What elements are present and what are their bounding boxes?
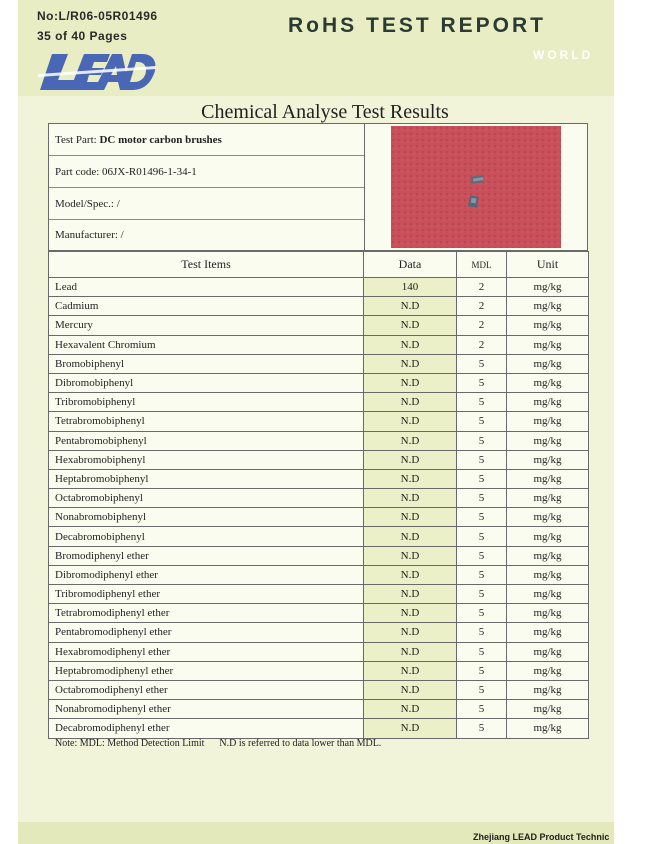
table-row [49,393,589,412]
table-row [49,546,589,565]
mdl-cell: 2 [457,335,507,354]
data-cell: 140 [364,278,457,297]
data-cell: N.D [364,700,457,719]
unit-cell: mg/kg [507,412,589,431]
unit-cell: mg/kg [507,489,589,508]
test-item-cell: Dibromodiphenyl ether [49,565,364,584]
mdl-cell: 5 [457,469,507,488]
sample-photo [391,126,561,248]
unit-cell: mg/kg [507,546,589,565]
unit-cell: mg/kg [507,278,589,297]
data-cell: N.D [364,604,457,623]
data-cell: N.D [364,719,457,738]
test-item-cell: Octabromodiphenyl ether [49,680,364,699]
company-name: Zhejiang LEAD Product Technic [473,832,610,842]
data-cell: N.D [364,412,457,431]
unit-cell: mg/kg [507,719,589,738]
lead-logo [38,52,156,92]
mdl-cell: 5 [457,585,507,604]
section-title: Chemical Analyse Test Results [201,101,449,123]
mdl-cell: 5 [457,373,507,392]
data-cell: N.D [364,585,457,604]
test-item-cell: Bromobiphenyl [49,354,364,373]
mdl-cell: 5 [457,450,507,469]
table-row [49,469,589,488]
unit-cell: mg/kg [507,316,589,335]
test-item-cell: Tribromobiphenyl [49,393,364,412]
mdl-cell: 5 [457,393,507,412]
data-cell: N.D [364,623,457,642]
page-count: 35 of 40 Pages [37,29,128,43]
table-row [49,565,589,584]
unit-cell: mg/kg [507,393,589,412]
unit-cell: mg/kg [507,431,589,450]
sample-info-box [48,123,588,251]
unit-cell: mg/kg [507,565,589,584]
test-item-cell: Nonabromobiphenyl [49,508,364,527]
data-cell: N.D [364,680,457,699]
unit-cell: mg/kg [507,604,589,623]
header-data: Data [364,252,457,278]
test-item-cell: Tetrabromobiphenyl [49,412,364,431]
test-item-cell: Hexabromobiphenyl [49,450,364,469]
test-item-cell: Cadmium [49,297,364,316]
test-item-cell: Heptabromobiphenyl [49,469,364,488]
mdl-cell: 5 [457,508,507,527]
test-part-row [49,124,364,156]
table-row [49,354,589,373]
unit-cell: mg/kg [507,642,589,661]
document-number: No:L/R06-05R01496 [37,9,158,23]
report-subtitle: WORLD [533,48,594,62]
mdl-cell: 5 [457,680,507,699]
data-cell: N.D [364,489,457,508]
data-cell: N.D [364,431,457,450]
test-item-cell: Tribromodiphenyl ether [49,585,364,604]
data-cell: N.D [364,450,457,469]
unit-cell: mg/kg [507,585,589,604]
table-row [49,431,589,450]
table-row [49,335,589,354]
mdl-cell: 5 [457,642,507,661]
test-item-cell: Heptabromodiphenyl ether [49,661,364,680]
table-row [49,373,589,392]
header-unit: Unit [507,252,589,278]
results-table [48,251,589,739]
unit-cell: mg/kg [507,700,589,719]
data-cell: N.D [364,508,457,527]
data-cell: N.D [364,373,457,392]
test-item-cell: Pentabromobiphenyl [49,431,364,450]
table-row [49,508,589,527]
unit-cell: mg/kg [507,527,589,546]
mdl-cell: 5 [457,700,507,719]
header-test-items: Test Items [49,252,364,278]
table-row [49,297,589,316]
unit-cell: mg/kg [507,469,589,488]
table-row [49,661,589,680]
part-code-row: Part code: 06JX-R01496-1-34-1 [49,156,364,188]
unit-cell: mg/kg [507,508,589,527]
unit-cell: mg/kg [507,661,589,680]
data-cell: N.D [364,354,457,373]
table-row [49,700,589,719]
mdl-cell: 5 [457,546,507,565]
unit-cell: mg/kg [507,335,589,354]
data-cell: N.D [364,335,457,354]
test-item-cell: Nonabromodiphenyl ether [49,700,364,719]
table-row [49,527,589,546]
test-item-cell: Decabromodiphenyl ether [49,719,364,738]
test-part-value: DC motor carbon brushes [99,133,222,146]
table-row [49,623,589,642]
mdl-cell: 5 [457,354,507,373]
data-cell: N.D [364,393,457,412]
report-title: RoHS TEST REPORT [288,14,547,37]
mdl-cell: 5 [457,489,507,508]
mdl-cell: 5 [457,719,507,738]
table-note: Note: MDL: Method Detection Limit N.D is referred to data lower than MDL. [55,738,382,749]
data-cell: N.D [364,527,457,546]
unit-cell: mg/kg [507,373,589,392]
table-row [49,585,589,604]
mdl-cell: 2 [457,316,507,335]
table-row [49,450,589,469]
table-row [49,719,589,738]
header-mdl: MDL [457,252,507,278]
mdl-cell: 5 [457,565,507,584]
unit-cell: mg/kg [507,297,589,316]
unit-cell: mg/kg [507,354,589,373]
test-item-cell: Tetrabromodiphenyl ether [49,604,364,623]
data-cell: N.D [364,316,457,335]
table-header-row [49,252,589,278]
table-row [49,680,589,699]
test-item-cell: Bromodiphenyl ether [49,546,364,565]
unit-cell: mg/kg [507,680,589,699]
data-cell: N.D [364,565,457,584]
test-item-cell: Hexavalent Chromium [49,335,364,354]
test-item-cell: Hexabromodiphenyl ether [49,642,364,661]
unit-cell: mg/kg [507,623,589,642]
mdl-cell: 2 [457,278,507,297]
data-cell: N.D [364,661,457,680]
mdl-cell: 5 [457,412,507,431]
mdl-cell: 5 [457,527,507,546]
table-row [49,278,589,297]
data-cell: N.D [364,642,457,661]
table-row [49,412,589,431]
table-row [49,489,589,508]
unit-cell: mg/kg [507,450,589,469]
data-cell: N.D [364,297,457,316]
table-row [49,642,589,661]
test-item-cell: Dibromobiphenyl [49,373,364,392]
mdl-cell: 5 [457,623,507,642]
test-item-cell: Lead [49,278,364,297]
mdl-cell: 5 [457,431,507,450]
manufacturer-row: Manufacturer: / [55,229,124,241]
mdl-cell: 5 [457,661,507,680]
test-item-cell: Octabromobiphenyl [49,489,364,508]
test-item-cell: Mercury [49,316,364,335]
table-row [49,604,589,623]
test-part-label: Test Part: [55,133,97,146]
data-cell: N.D [364,546,457,565]
test-item-cell: Decabromobiphenyl [49,527,364,546]
test-item-cell: Pentabromodiphenyl ether [49,623,364,642]
model-row: Model/Spec.: / [49,188,364,220]
info-divider [364,124,365,250]
mdl-cell: 2 [457,297,507,316]
data-cell: N.D [364,469,457,488]
table-row [49,316,589,335]
mdl-cell: 5 [457,604,507,623]
